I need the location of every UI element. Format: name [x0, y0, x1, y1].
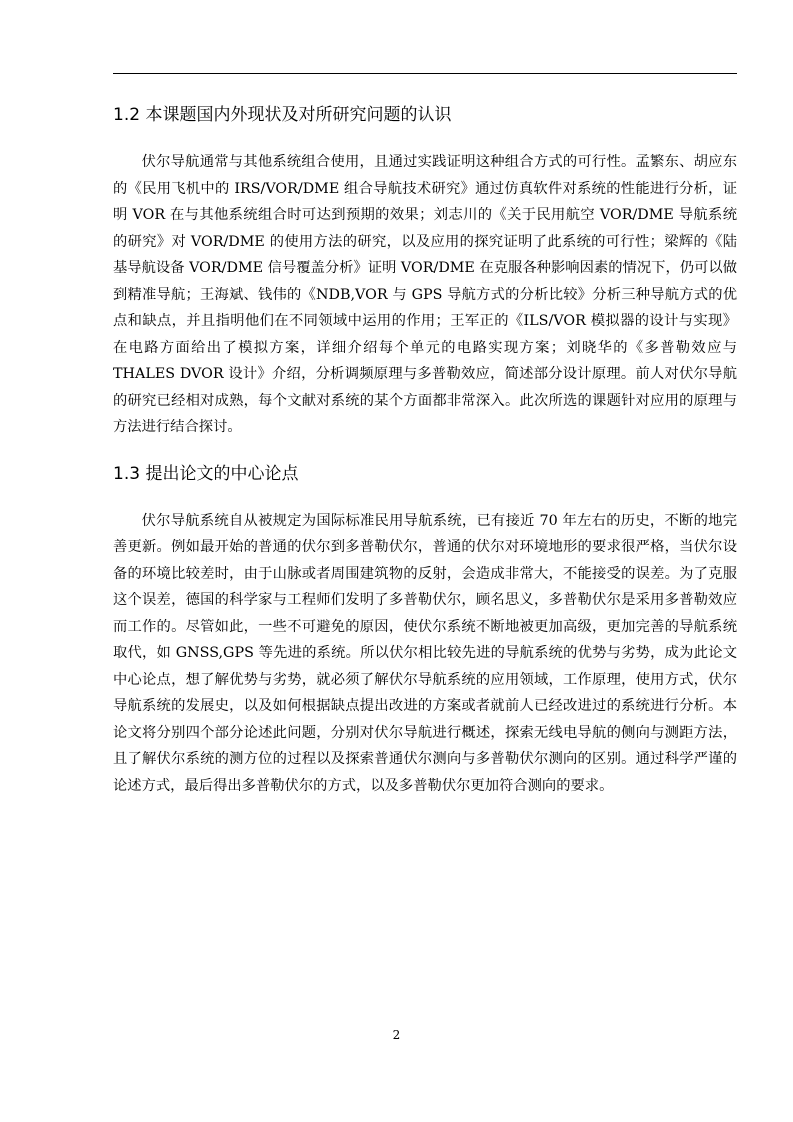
- section-paragraph-1-3: 伏尔导航系统自从被规定为国际标准民用导航系统，已有接近 70 年左右的历史，不断的地完善更新。例如最开始的普通的伏尔到多普勒伏尔，普通的伏尔对环境地形的要求很严格，当伏尔设备的环境比较差时，由于山脉或者周围建筑物的反射，会造成非常大，不能接受的误差。为了克服这个误差，德国的科学家与工程师们发明了多普勒伏尔，顾名思义，多普勒伏尔是采用多普勒效应而工作的。尽管如此，一些不可避免的原因，使伏尔系统不断地被更加高级，更加完善的导航系统取代，如 GNSS,GPS 等先进的系统。所以伏尔相比较先进的导航系统的优势与劣势，成为此论文中心论点，想了解优势与劣势，就必须了解伏尔导航系统的应用领域，工作原理，使用方式，伏尔导航系统的发展史，以及如何根据缺点提出改进的方案或者就前人已经改进过的系统进行分析。本论文将分别四个部分论述此问题，分别对伏尔导航进行概述，探索无线电导航的侧向与测距方法，且了解伏尔系统的测方位的过程以及探索普通伏尔测向与多普勒伏尔测向的区别。通过科学严谨的论述方式，最后得出多普勒伏尔的方式，以及多普勒伏尔更加符合测向的要求。: [113, 512, 737, 794]
- document-body: [113, 100, 737, 799]
- header-rule: [113, 73, 737, 74]
- section-paragraph-1-2: 伏尔导航通常与其他系统组合使用，且通过实践证明这种组合方式的可行性。孟繁东、胡应东的《民用飞机中的 IRS/VOR/DME 组合导航技术研究》通过仿真软件对系统的性能进行分析，证明 VOR 在与其他系统组合时可达到预期的效果；刘志川的《关于民用航空 VOR/DME 导航系统的研究》对 VOR/DME 的使用方法的研究，以及应用的探究证明了此系统的可行性；梁辉的《陆基导航设备 VOR/DME 信号覆盖分析》证明 VOR/DME 在克服各种影响因素的情况下，仍可以做到精准导航；王海斌、钱伟的《NDB,VOR 与 GPS 导航方式的分析比较》分析三种导航方式的优点和缺点，并且指明他们在不同领域中运用的作用；王军正的《ILS/VOR 模拟器的设计与实现》在电路方面给出了模拟方案，详细介绍每个单元的电路实现方案；刘晓华的《多普勒效应与 THALES DVOR 设计》介绍，分析调频原理与多普勒效应，简述部分设计原理。前人对伏尔导航的研究已经相对成熟，每个文献对系统的某个方面都非常深入。此次所选的课题针对应用的原理与方法进行结合探讨。: [113, 154, 737, 435]
- section-heading-1-2: 1.2 本课题国内外现状及对所研究问题的认识: [113, 105, 452, 125]
- page-number: 2: [392, 1028, 401, 1042]
- section-heading-1-3: 1.3 提出论文的中心论点: [113, 463, 299, 484]
